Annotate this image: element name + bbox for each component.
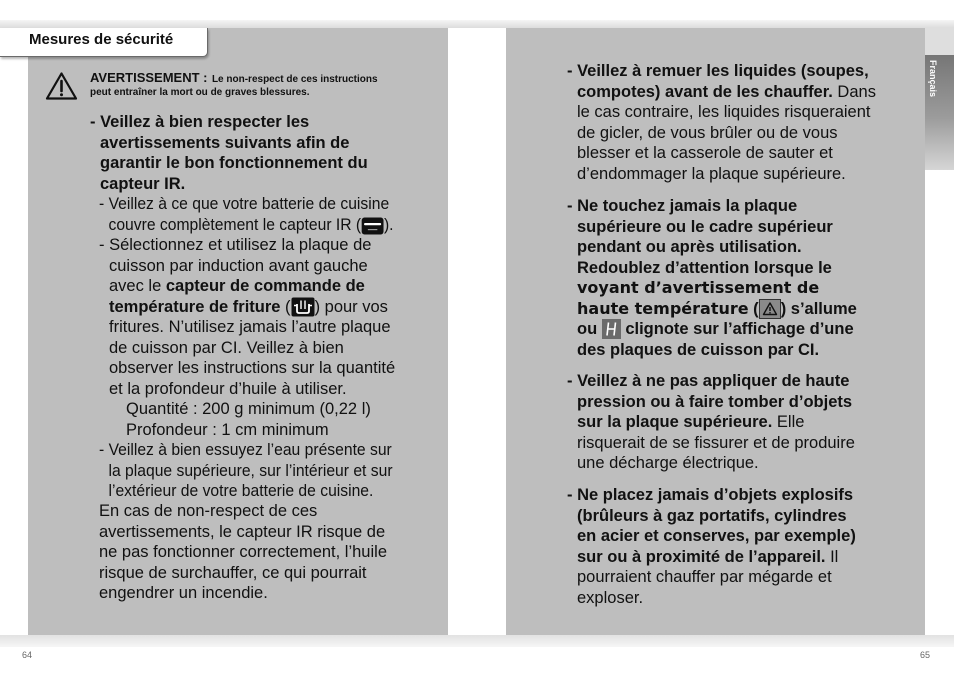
text-segment: ou [577,320,602,338]
text-line [567,526,856,547]
bullet-stir-liquids [567,61,876,184]
text-line [567,547,856,568]
text-line [99,481,393,502]
text-segment: supérieure ou le cadre supérieur [577,217,833,236]
text-segment: blesser et la casserole de sauter et [577,144,833,162]
indicator-name-text: voyant d’avertissement de [577,278,820,297]
text-segment: - Veillez à bien essuyez l’eau présente sur [99,441,392,459]
language-label: Français [928,60,938,98]
bold-text: sur ou à proximité de l’appareil. [577,547,826,566]
bold-text: sur la plaque supérieure. [577,413,773,431]
text-line [99,235,395,256]
bullet-no-explosives [567,485,856,608]
text-line [99,317,395,338]
text-segment: ) pour vos [314,297,388,316]
text-segment: Dans [832,82,876,101]
subbullet-wipe-water [99,440,408,502]
text-segment: avertissements suivants afin de [100,133,350,152]
bullet-do-not-touch [567,196,857,360]
non-compliance-consequence [99,501,387,604]
text-line [90,153,368,174]
fry-sensor-icon [291,297,315,317]
text-line [567,82,876,103]
subbullet-cover-sensor [99,194,409,235]
page-number-left: 64 [22,650,33,660]
h-display-icon [602,319,621,339]
text-segment: ) s’allume [780,299,857,318]
text-segment: risque de surchauffer, ce qui pourrait [99,563,367,582]
text-line [99,256,395,277]
text-segment: risquerait de se fissurer et de produire [577,433,855,452]
bold-text: - Veillez à remuer les liquides (soupes, [567,62,869,80]
language-side-tab [925,55,954,170]
text-segment: ( [748,299,759,318]
text-line [99,583,387,604]
page-number-right: 65 [920,650,931,660]
text-line [567,164,876,185]
side-tab-top [925,28,954,55]
indicator-name-text: haute température [577,298,749,318]
text-line [90,112,368,133]
text-segment: - Veillez à bien respecter les [90,113,310,131]
text-segment: Il [825,547,839,566]
text-line [99,297,395,318]
text-line [567,217,857,238]
bold-text: (brûleurs à gaz portatifs, cylindres [577,506,847,525]
text-line [99,461,393,482]
text-segment: une décharge électrique. [577,454,759,472]
text-line [99,501,387,522]
bold-text: en acier et conserves, par exemple) [577,527,856,545]
warning-label: AVERTISSEMENT : [90,70,208,85]
text-segment: - Ne touchez jamais la plaque [567,197,798,215]
high-temp-warning-icon [759,299,781,319]
text-segment: Profondeur : 1 cm minimum [126,420,329,439]
text-line [567,143,876,164]
text-line [567,506,856,527]
text-segment: avec le [109,277,166,295]
text-line [126,399,371,420]
text-line [99,563,387,584]
text-line [99,276,395,297]
text-segment: de cuisson par CI. Veillez à bien [109,338,344,357]
text-line [567,278,857,299]
bold-text: capteur de commande de [165,277,365,295]
text-segment: observer les instructions sur la quantité [109,359,396,377]
section-title: Mesures de sécurité [29,31,174,48]
text-line [567,61,876,82]
text-segment: ). [383,215,394,234]
text-segment: couvre complètement le capteur IR ( [108,215,362,234]
text-segment: - Veillez à ce que votre batterie de cuisine [99,195,390,213]
text-line [99,522,387,543]
text-segment: avertissements, le capteur IR risque de [99,522,386,541]
text-line [99,379,395,400]
warning-triangle-icon [45,71,78,101]
text-line [567,485,856,506]
text-line [567,258,857,279]
bold-text: pression ou à faire tomber d’objets [577,392,853,411]
text-line [567,196,857,217]
text-line [567,340,857,361]
text-segment: et la profondeur d’huile à utiliser. [109,379,347,398]
text-segment: de gicler, de vous brûler ou de vous [577,123,838,142]
text-line [99,338,395,359]
text-line [567,371,855,392]
warning-text-1: Le non-respect de ces instructions [211,74,378,85]
text-line [567,588,856,609]
text-segment: exploser. [577,588,644,607]
text-line [567,567,856,588]
text-segment: la plaque supérieure, sur l’intérieur et sur [108,461,393,480]
text-segment: d’endommager la plaque supérieure. [577,164,846,183]
text-line [567,453,855,474]
text-line [90,174,368,195]
section-header-tab [0,28,208,57]
text-segment: Elle [772,413,805,431]
text-segment: - Sélectionnez et utilisez la plaque de [99,236,372,254]
text-line [99,440,393,461]
text-line [99,542,387,563]
text-line [90,133,368,154]
text-segment: pendant ou après utilisation. [577,238,802,256]
text-line [99,358,395,379]
bullet-ir-sensor-instructions [90,112,368,194]
text-line [567,102,876,123]
text-line [567,319,857,340]
text-segment: ( [280,297,291,316]
subbullet-fry-sensor [99,235,395,399]
bold-text: température de friture [109,297,281,316]
text-segment: garantir le bon fonctionnement du [100,154,368,172]
ir-sensor-icon [361,217,384,235]
bold-text: - Veillez à ne pas appliquer de haute [567,372,850,390]
text-segment: Redoublez d’attention lorsque le [577,258,832,277]
text-segment: l’extérieur de votre batterie de cuisine. [108,482,374,500]
bold-text: - Ne placez jamais d’objets explosifs [567,486,854,504]
text-segment: engendrer un incendie. [99,584,268,602]
bottom-border-strip [0,635,954,647]
bold-text: compotes) avant de les chauffer. [577,82,833,101]
text-segment: capteur IR. [100,174,186,193]
text-segment: cuisson par induction avant gauche [109,256,368,275]
bullet-no-pressure [567,371,855,474]
text-segment: En cas de non-respect de ces [99,502,318,520]
text-segment: fritures. N’utilisez jamais l’autre plaque [109,318,391,336]
text-segment: pourraient chauffer par mégarde et [577,568,832,586]
text-line [567,433,855,454]
text-line [567,237,857,258]
text-line [567,412,855,433]
text-line [99,194,394,215]
text-line [567,392,855,413]
text-line [567,299,857,320]
text-line [99,215,394,236]
text-segment: ne pas fonctionner correctement, l’huile [99,543,387,561]
text-segment: des plaques de cuisson par CI. [577,340,820,359]
text-line [567,123,876,144]
top-border-strip [0,20,954,28]
warning-text-2: peut entraîner la mort ou de graves blessures. [90,87,310,98]
text-segment: clignote sur l’affichage d’une [620,320,854,338]
warning-line-1 [90,70,378,86]
text-segment: le cas contraire, les liquides risqueraient [577,103,871,121]
text-line [126,420,371,441]
oil-specifications [126,399,371,440]
text-segment: Quantité : 200 g minimum (0,22 l) [126,400,371,418]
warning-notice [90,70,378,100]
